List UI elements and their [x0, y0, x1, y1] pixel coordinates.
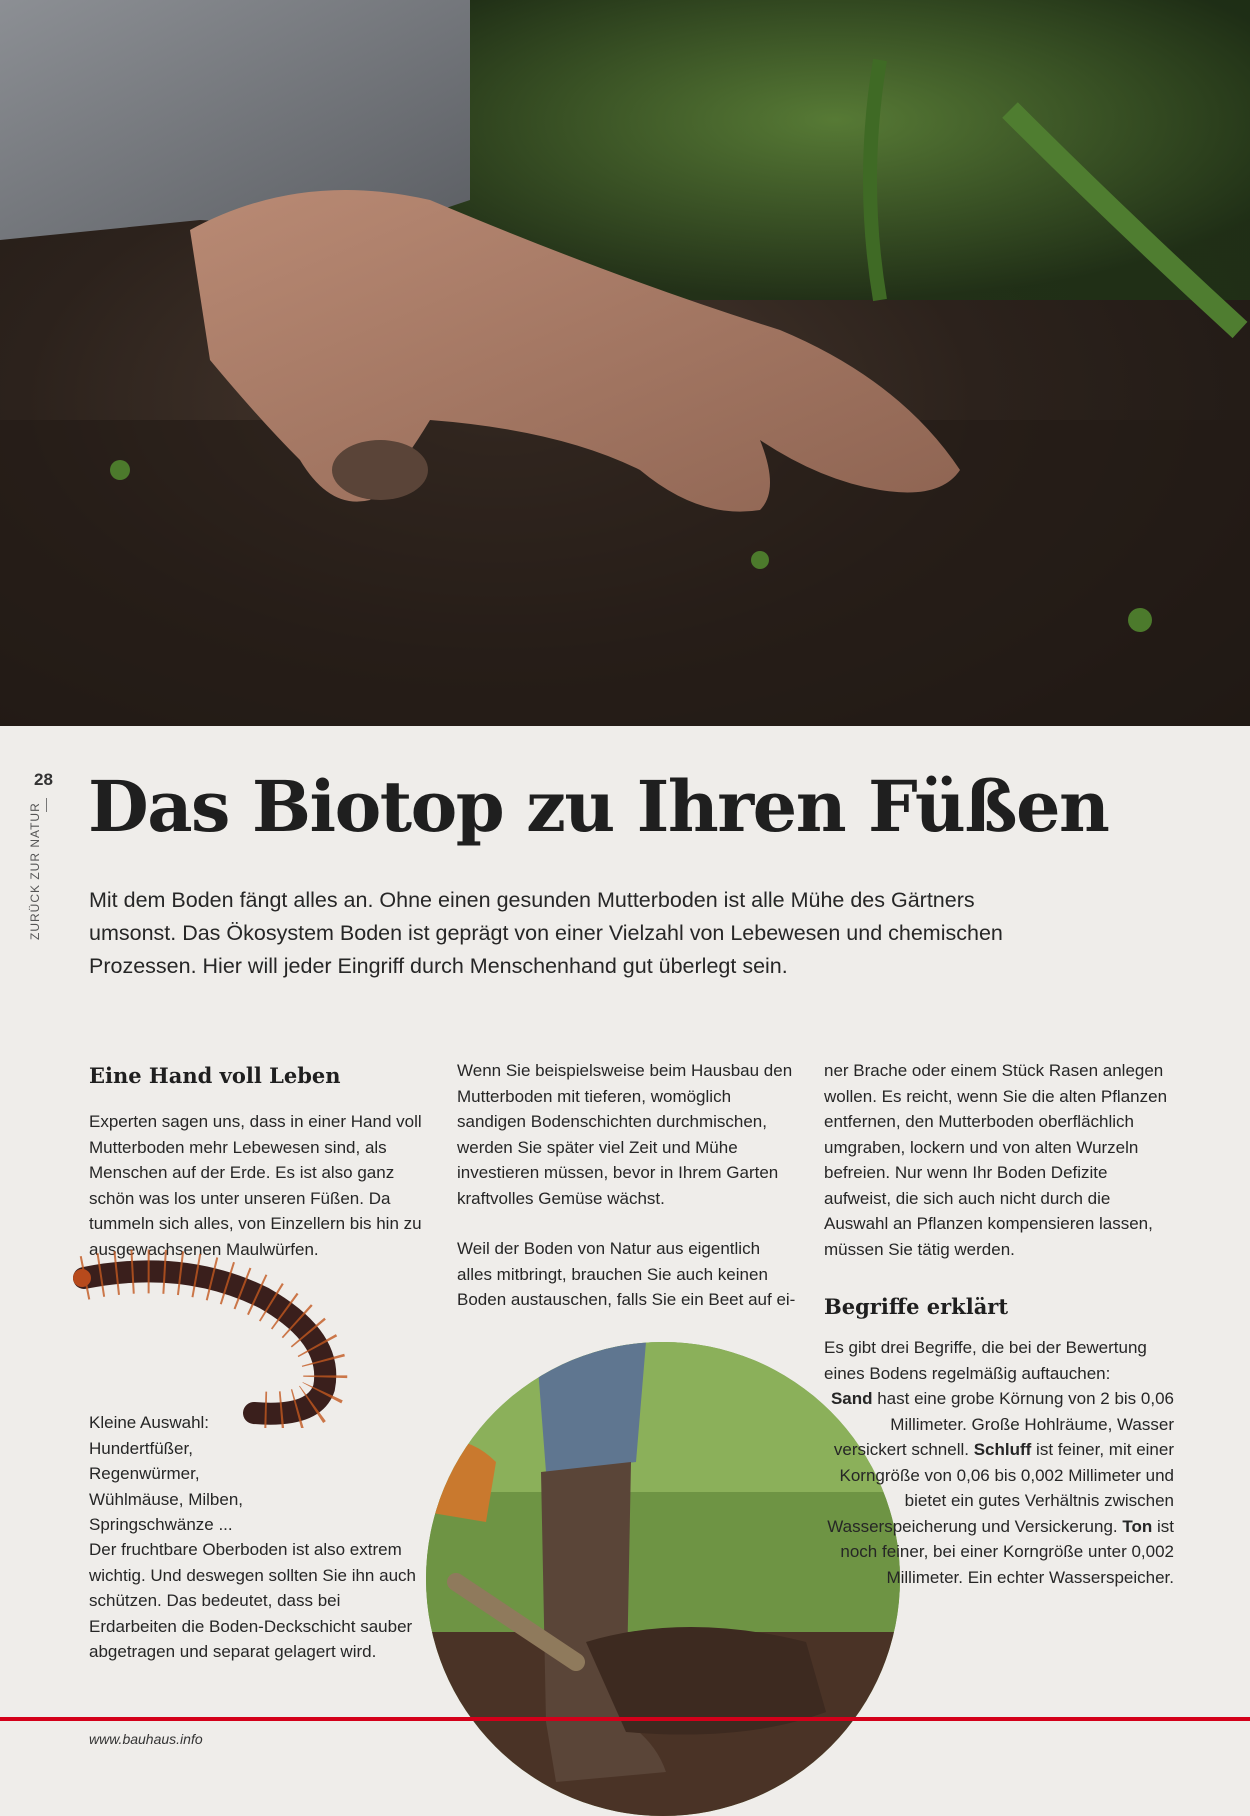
col3-paragraph-1: ner Brache oder einem Stück Rasen anlegen wollen. Es reicht, wenn Sie die alten Pflanzen entfernen, den Mutterboden oberflächlich umgraben, lockern und von alten Wurzeln befreien. Nur wenn Ihr Boden Defizite aufweist, die sich auch nicht durch die Auswahl an Pflanzen kompensieren lassen, müssen Sie tätig werden.: [824, 1061, 1168, 1259]
column-2: [457, 1058, 799, 1313]
heading-begriffe-erklaert: Begriffe erklärt: [824, 1294, 1009, 1319]
centipede-caption: Kleine Auswahl: Hundertfüßer, Regenwürmer, Wühlmäuse, Milben, Springschwänze ...: [89, 1413, 244, 1534]
column-3: [824, 1058, 1174, 1262]
col3-paragraph-2: Es gibt drei Begriffe, die bei der Bewertung eines Bodens regelmäßig auftauchen:: [824, 1338, 1147, 1383]
hero-photo-hand-on-soil: [0, 0, 1250, 726]
heading-eine-hand-voll-leben: Eine Hand voll Leben: [89, 1063, 341, 1088]
page-number: 28: [34, 770, 53, 789]
section-side-label: ZURÜCK ZUR NATUR: [28, 802, 42, 940]
term-schluff: Schluff: [973, 1440, 1032, 1459]
footer-accent-rule: [0, 1717, 1250, 1721]
col2-paragraph-2: Weil der Boden von Natur aus eigentlich alles mitbringt, brauchen Sie auch keinen Boden austauschen, falls Sie ein Beet auf ei-: [457, 1239, 796, 1309]
centipede-image: [64, 1248, 434, 1428]
term-sand: Sand: [830, 1389, 873, 1408]
col1-paragraph-2-block: [89, 1537, 419, 1665]
intro-paragraph: Mit dem Boden fängt alles an. Ohne einen gesunden Mutterboden ist alle Mühe des Gärtners umsonst. Das Ökosystem Boden ist geprägt von einer Vielzahl von Lebewesen und chemischen Prozessen. Hier will jeder Eingriff durch Menschenhand gut überlegt sein.: [89, 888, 1003, 978]
col2-paragraph-1: Wenn Sie beispielsweise beim Hausbau den Mutterboden mit tieferen, womöglich sandigen Bodenschichten durchmischen, werden Sie später viel Zeit und Mühe investieren müssen, bevor in Ihrem Garten kraftvolles Gemüse wächst.: [457, 1061, 793, 1208]
page-title: Das Biotop zu Ihren Füßen: [88, 765, 1109, 848]
column-1: [89, 1109, 441, 1262]
term-ton: Ton: [1122, 1516, 1153, 1536]
col1-paragraph-2: Der fruchtbare Oberboden ist also extrem wichtig. Und deswegen sollten Sie ihn auch schützen. Das bedeutet, dass bei Erdarbeiten die Boden-Deckschicht sauber abgetragen und separat gelagert wird.: [89, 1540, 416, 1661]
soil-terms-block: [824, 1386, 1174, 1590]
col3-paragraph-2-block: [824, 1335, 1174, 1386]
footer-website-link[interactable]: www.bauhaus.info: [89, 1731, 203, 1747]
col1-paragraph-1: Experten sagen uns, dass in einer Hand voll Mutterboden mehr Lebewesen sind, als Menschen auf der Erde. Es ist also ganz schön was los unter unseren Füßen. Da tummeln sich alles, von Einzellern bis hin zu ausgewachsenen Maulwürfen.: [89, 1112, 422, 1259]
soil-terms-paragraph: Sand hast eine grobe Körnung von 2 bis 0,06 Millimeter. Große Hohlräume, Wasser versickert schnell. Schluff ist feiner, mit einer Korngröße von 0,06 bis 0,002 Millimeter und bietet ein gutes Verhältnis zwischen Wasserspeicherung und Versickerung. Ton ist noch feiner, bei einer Korngröße unter 0,002 Millimeter. Ein echter Wasserspeicher.: [827, 1389, 1174, 1587]
